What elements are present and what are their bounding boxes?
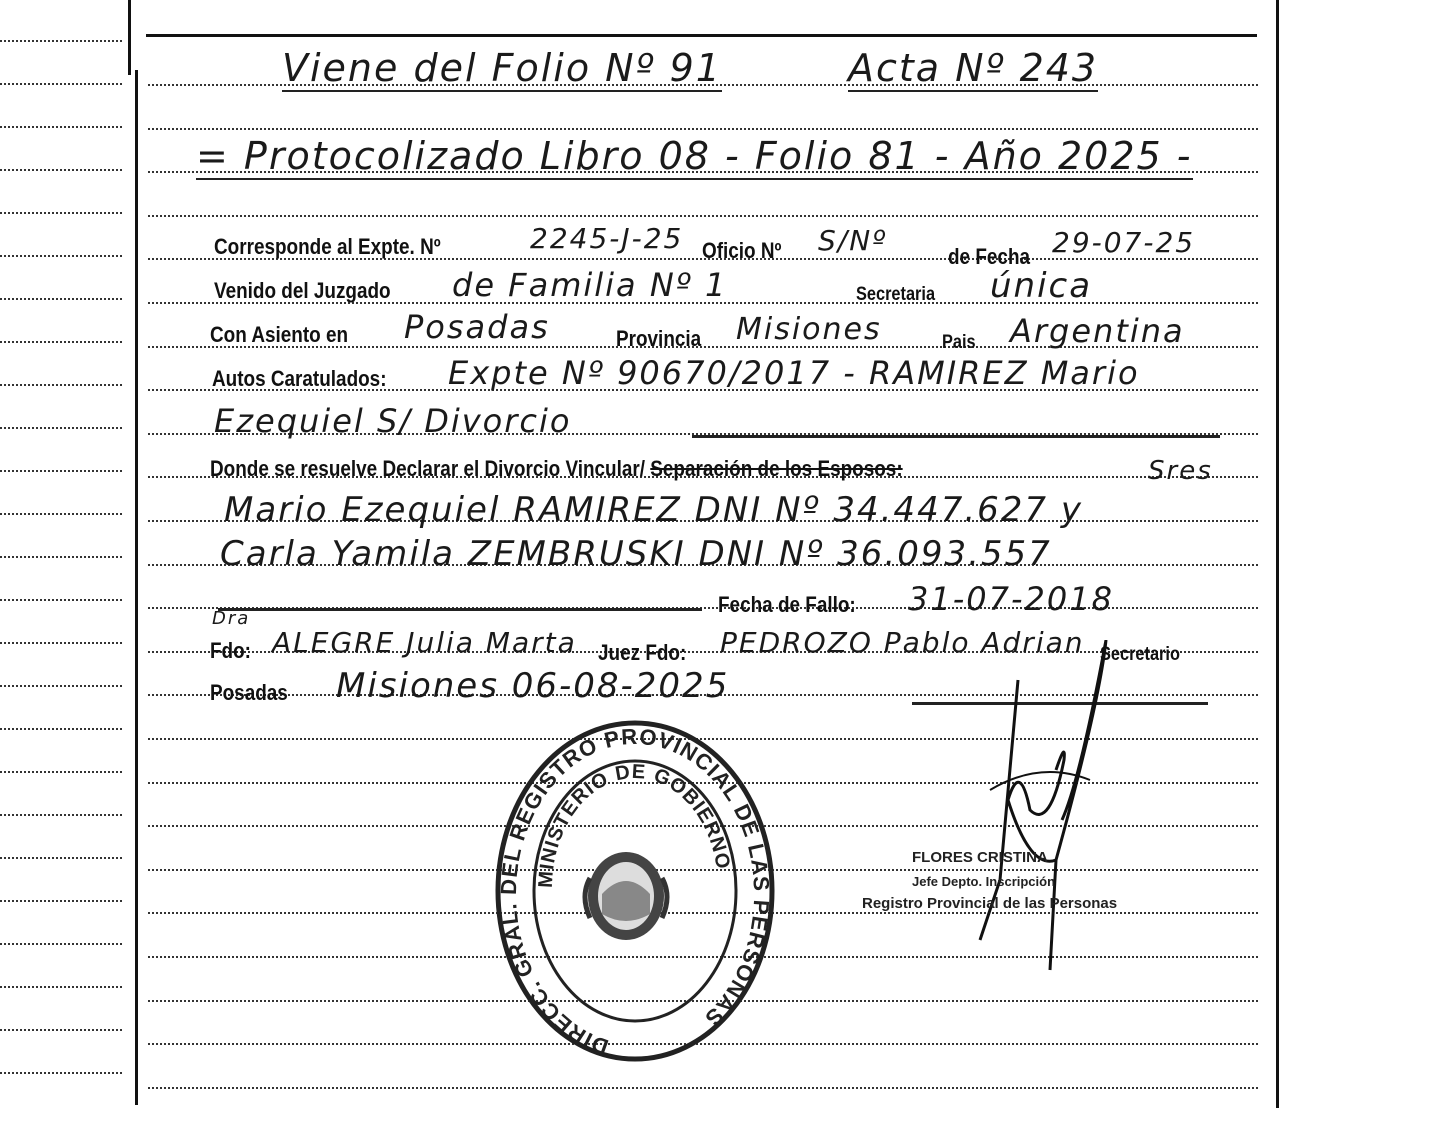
margin-dotted-line [0,384,122,386]
esposa-line: Carla Yamila ZEMBRUSKI DNI Nº 36.093.557 [220,534,1052,574]
ruled-dotted-line [148,215,1258,217]
coat-of-arms-emblem [585,852,667,940]
right-frame-line [1276,0,1279,1108]
margin-dotted-line [0,599,122,601]
provincia-value: Misiones [736,312,882,347]
resuelve-struck-text: Separación de los Esposos: [650,456,903,481]
resuelve-text: Donde se resuelve Declarar el Divorcio Vincular/ [210,456,646,481]
svg-text:Jefe Depto. Inscripción: Jefe Depto. Inscripción [912,874,1056,889]
juzgado-label: Venido del Juzgado [214,278,391,303]
margin-dotted-line [0,685,122,687]
expte-value: 2245-J-25 [530,222,684,255]
esposo-line: Mario Ezequiel RAMIREZ DNI Nº 34.447.627 y [224,490,1083,530]
fallo-fill-line [218,608,702,611]
margin-dotted-line [0,83,122,85]
stamp-outer-text: DIRECC. GRAL. DEL REGISTRO PROVINCIAL DE LAS PERSONAS [495,723,775,1060]
margin-dotted-line [0,40,122,42]
left-frame-line [135,70,138,1105]
resuelve-sres: Sres [1148,456,1213,486]
signature [960,640,1160,980]
margin-dotted-line [0,470,122,472]
fdo1-value: ALEGRE Julia Marta [272,626,577,659]
secretaria-label: Secretaria [856,284,936,305]
top-rule [146,34,1257,37]
protocolizado-heading: = Protocolizado Libro 08 - Folio 81 - Año 2025 - [196,134,1193,178]
svg-text:FLORES CRISTINA: FLORES CRISTINA [912,849,1048,866]
posadas-label: Posadas [210,680,288,705]
margin-dotted-line [0,255,122,257]
secretaria-value: única [990,266,1093,306]
pais-value: Argentina [1010,312,1185,350]
margin-dotted-line [0,556,122,558]
margin-dotted-line [0,1029,122,1031]
fallo-label: Fecha de Fallo: [718,592,856,617]
margin-dotted-line [0,857,122,859]
autos-fill-line [692,435,1220,438]
ruled-dotted-line [148,1087,1258,1089]
margin-dotted-line [0,771,122,773]
left-margin-line [128,0,131,75]
resuelve-label [210,456,903,482]
margin-dotted-line [0,642,122,644]
margin-dotted-line [0,169,122,171]
fecha-label: de Fecha [948,244,1031,269]
margin-dotted-line [0,126,122,128]
autos-value-2: Ezequiel S/ Divorcio [214,402,572,440]
autos-value-1: Expte Nº 90670/2017 - RAMIREZ Mario [448,354,1140,392]
signature-sello [862,842,1162,918]
provincia-label: Provincia [616,326,702,351]
margin-dotted-line [0,728,122,730]
secretario-label: Secretario [1100,644,1180,665]
margin-dotted-line [0,1072,122,1074]
juzgado-value: de Familia Nº 1 [452,266,728,304]
margin-dotted-line [0,298,122,300]
oficio-label: Oficio Nº [702,238,782,263]
official-stamp [490,718,780,1064]
oficio-value: S/Nº [818,224,888,257]
svg-text:Registro Provincial de las Per: Registro Provincial de las Personas [862,895,1118,912]
fdo2-value: PEDROZO Pablo Adrian [720,626,1085,659]
margin-dotted-line [0,212,122,214]
expte-label: Corresponde al Expte. Nº [214,234,441,259]
fdo1-label: Fdo: [210,638,251,663]
fdo1-prefix: Dra [212,608,251,629]
fallo-value: 31-07-2018 [908,580,1114,618]
autos-label: Autos Caratulados: [212,366,387,391]
acta-heading: Acta Nº 243 [848,46,1099,90]
posadas-value: Misiones 06-08-2025 [336,666,730,706]
margin-dotted-line [0,513,122,515]
margin-dotted-line [0,814,122,816]
asiento-label: Con Asiento en [210,322,349,347]
asiento-value: Posadas [404,308,550,346]
fecha-value: 29-07-25 [1052,226,1196,259]
juez-label: Juez Fdo: [598,640,687,665]
ruled-dotted-line [148,128,1258,130]
margin-dotted-line [0,341,122,343]
margin-dotted-line [0,427,122,429]
stamp-inner-text: MINISTERIO DE GOBIERNO [534,760,734,889]
folio-heading: Viene del Folio Nº 91 [282,46,722,90]
margin-dotted-line [0,900,122,902]
margin-dotted-line [0,943,122,945]
margin-dotted-line [0,986,122,988]
pais-label: Pais [942,332,976,353]
